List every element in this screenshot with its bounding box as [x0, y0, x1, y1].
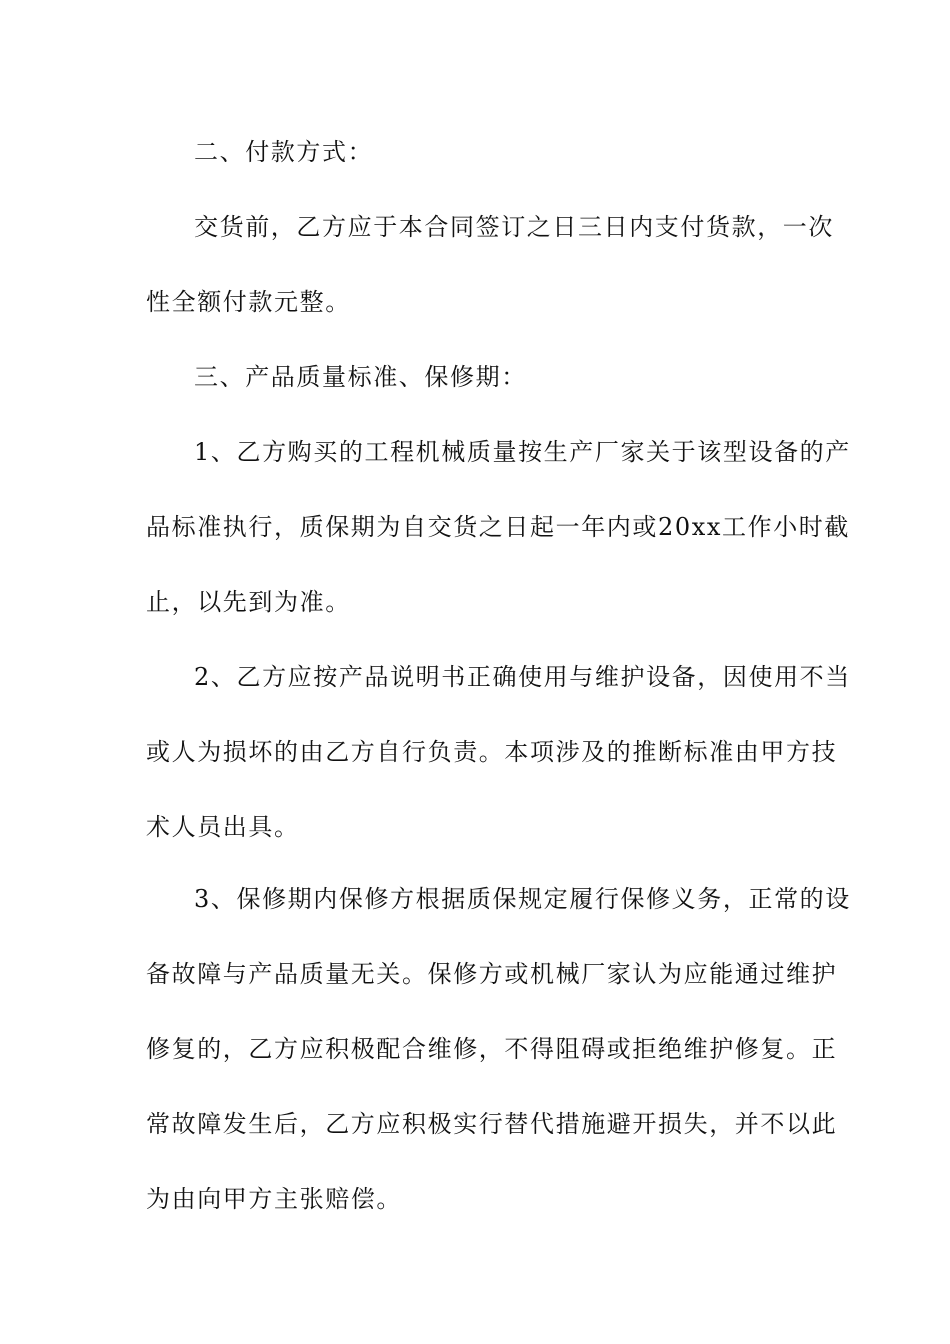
paragraph-line: 止，以先到为准。: [146, 588, 351, 616]
paragraph-line: 性全额付款元整。: [146, 288, 351, 316]
paragraph-line: 1、乙方购买的工程机械质量按生产厂家关于该型设备的产: [194, 438, 851, 466]
section-heading-payment: 二、付款方式：: [194, 138, 374, 166]
paragraph-line: 常故障发生后，乙方应积极实行替代措施避开损失，并不以此: [146, 1110, 838, 1138]
paragraph-line: 或人为损坏的由乙方自行负责。本项涉及的推断标准由甲方技: [146, 738, 838, 766]
paragraph-line: 2、乙方应按产品说明书正确使用与维护设备，因使用不当: [194, 663, 851, 691]
paragraph-line: 品标准执行，质保期为自交货之日起一年内或20xx工作小时截: [146, 513, 851, 541]
paragraph-line: 修复的，乙方应积极配合维修，不得阻碍或拒绝维护修复。正: [146, 1035, 838, 1063]
paragraph-line: 为由向甲方主张赔偿。: [146, 1185, 402, 1213]
paragraph-line: 术人员出具。: [146, 813, 300, 841]
paragraph-line: 备故障与产品质量无关。保修方或机械厂家认为应能通过维护: [146, 960, 838, 988]
paragraph-line: 交货前，乙方应于本合同签订之日三日内支付货款，一次: [194, 213, 834, 241]
section-heading-quality: 三、产品质量标准、保修期：: [194, 363, 527, 391]
paragraph-line: 3、保修期内保修方根据质保规定履行保修义务，正常的设: [194, 885, 851, 913]
